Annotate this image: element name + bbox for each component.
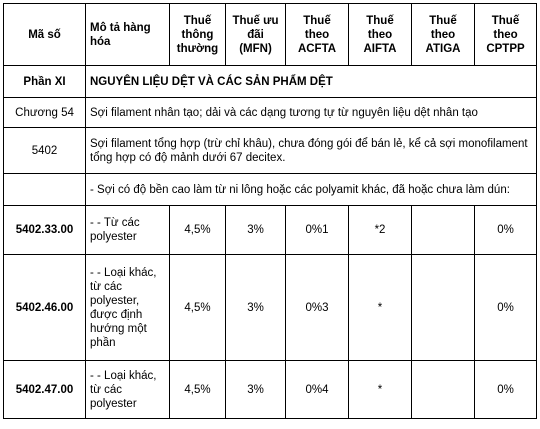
row-cptpp-rate: 0% <box>475 361 537 419</box>
table-row <box>4 206 537 255</box>
row-atiga-rate <box>412 206 475 255</box>
row-mfn-rate: 3% <box>226 206 286 255</box>
table-row <box>4 361 537 419</box>
heading-title: Sợi filament tổng hợp (trừ chỉ khâu), chưa đóng gói để bán lẻ, kể cả sợi monofilament tổng hợp có độ mảnh dưới 67 decitex. <box>86 128 537 174</box>
table-row <box>4 255 537 361</box>
header-acfta-rate: Thuế theo ACFTA <box>286 4 349 66</box>
header-atiga-rate: Thuế theo ATIGA <box>412 4 475 66</box>
row-code: 5402.33.00 <box>4 206 86 255</box>
row-acfta-rate: 0%1 <box>286 206 349 255</box>
header-code: Mã số <box>4 4 86 66</box>
chapter-code: Chương 54 <box>4 98 86 128</box>
row-normal-rate: 4,5% <box>170 361 226 419</box>
row-code: 5402.46.00 <box>4 255 86 361</box>
row-code: 5402.47.00 <box>4 361 86 419</box>
row-atiga-rate <box>412 255 475 361</box>
row-aifta-rate: * <box>349 361 412 419</box>
section-title: NGUYÊN LIỆU DỆT VÀ CÁC SẢN PHẨM DỆT <box>86 66 537 98</box>
subheading-title: - Sợi có độ bền cao làm từ ni lông hoặc các polyamit khác, đã hoặc chưa làm dún: <box>86 174 537 206</box>
row-aifta-rate: *2 <box>349 206 412 255</box>
row-description: - - Từ các polyester <box>86 206 170 255</box>
heading-code: 5402 <box>4 128 86 174</box>
row-normal-rate: 4,5% <box>170 206 226 255</box>
subheading-code <box>4 174 86 206</box>
header-cptpp-rate: Thuế theo CPTPP <box>475 4 537 66</box>
row-aifta-rate: * <box>349 255 412 361</box>
chapter-row <box>4 98 537 128</box>
row-mfn-rate: 3% <box>226 255 286 361</box>
row-cptpp-rate: 0% <box>475 206 537 255</box>
header-description: Mô tả hàng hóa <box>86 4 170 66</box>
header-row <box>4 4 537 66</box>
header-normal-rate: Thuế thông thường <box>170 4 226 66</box>
header-aifta-rate: Thuế theo AIFTA <box>349 4 412 66</box>
row-description: - - Loại khác, từ các polyester, được định hướng một phần <box>86 255 170 361</box>
row-atiga-rate <box>412 361 475 419</box>
row-acfta-rate: 0%3 <box>286 255 349 361</box>
heading-row <box>4 128 537 174</box>
tariff-table <box>3 3 537 419</box>
section-row <box>4 66 537 98</box>
row-cptpp-rate: 0% <box>475 255 537 361</box>
row-mfn-rate: 3% <box>226 361 286 419</box>
section-code: Phần XI <box>4 66 86 98</box>
header-mfn-rate: Thuế ưu đãi (MFN) <box>226 4 286 66</box>
row-description: - - Loại khác, từ các polyester <box>86 361 170 419</box>
row-acfta-rate: 0%4 <box>286 361 349 419</box>
subheading-row <box>4 174 537 206</box>
row-normal-rate: 4,5% <box>170 255 226 361</box>
chapter-title: Sợi filament nhân tạo; dải và các dạng tương tự từ nguyên liệu dệt nhân tạo <box>86 98 537 128</box>
